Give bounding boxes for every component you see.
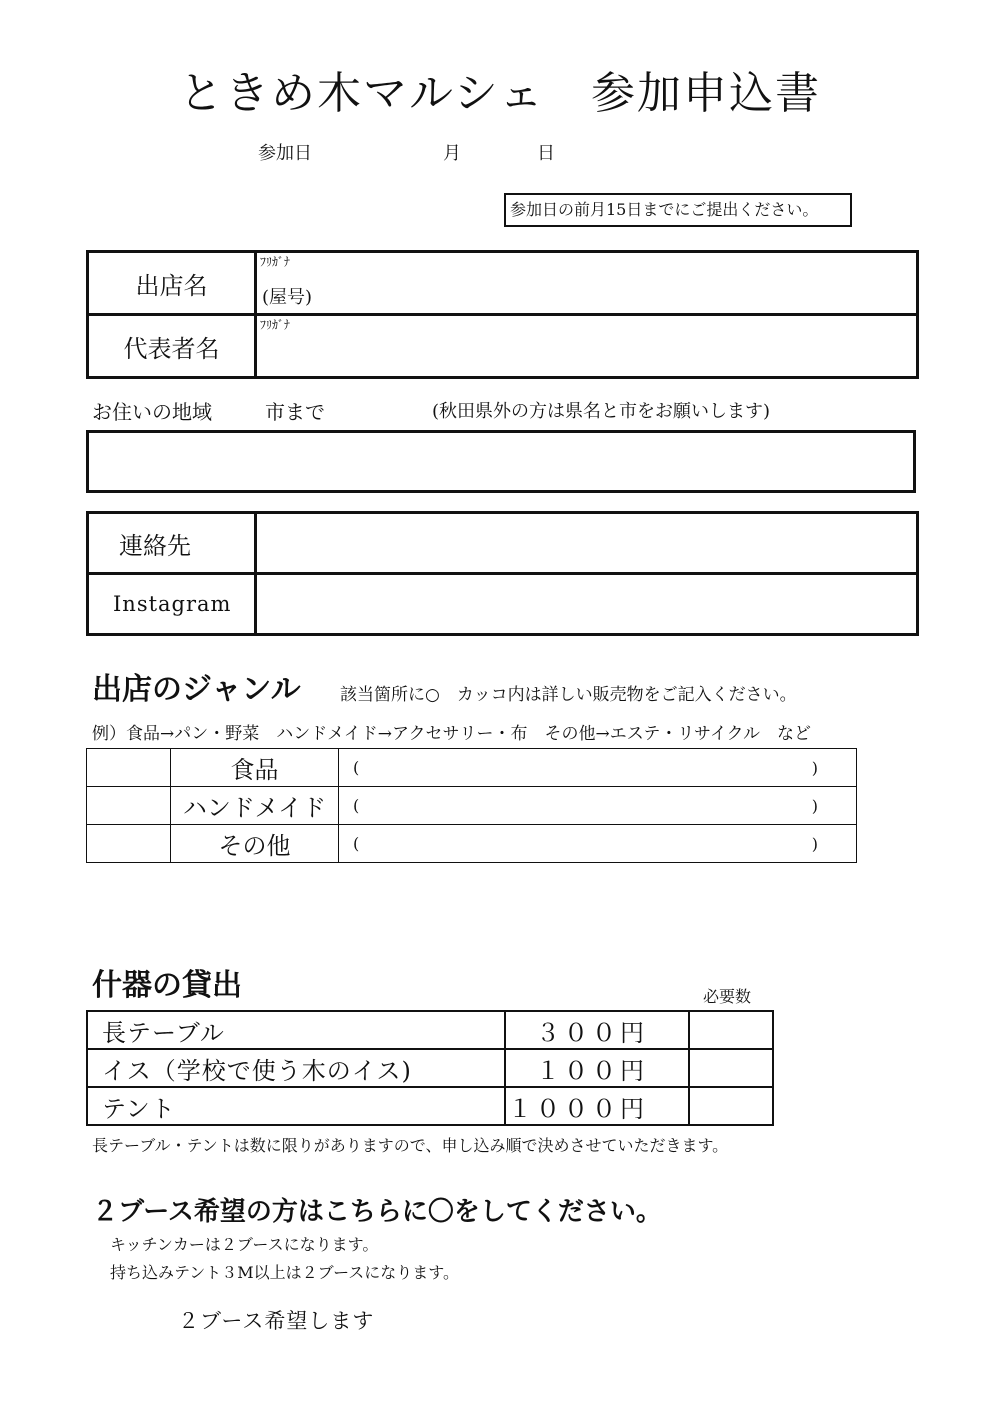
genre-label: 食品 <box>171 749 339 787</box>
page-title: ときめ木マルシェ 参加申込書 <box>178 68 822 119</box>
genre-table <box>86 748 857 863</box>
genre-mark-cell[interactable] <box>87 749 171 787</box>
genre-label: ハンドメイド <box>171 787 339 825</box>
participation-date-label: 参加日 <box>258 143 312 164</box>
area-field[interactable] <box>86 430 916 493</box>
equipment-row <box>87 1049 773 1087</box>
genre-heading: 出店のジャンル <box>92 672 301 707</box>
contact-field[interactable] <box>256 513 918 574</box>
equipment-item: 長テーブル <box>87 1011 505 1049</box>
two-booth-heading: ２ブース希望の方はこちらに〇をしてください。 <box>92 1197 662 1227</box>
shop-name-label: 出店名 <box>88 252 256 315</box>
equipment-quantity-field[interactable] <box>689 1011 773 1049</box>
area-city-label: 市まで <box>265 400 325 424</box>
equipment-table <box>86 1010 774 1126</box>
equipment-quantity-field[interactable] <box>689 1049 773 1087</box>
shop-name-field[interactable] <box>256 252 918 315</box>
genre-row <box>87 787 857 825</box>
open-paren: ( <box>353 834 360 853</box>
quantity-header: 必要数 <box>703 987 752 1006</box>
yago-label: (屋号) <box>262 287 313 308</box>
open-paren: ( <box>353 758 360 777</box>
equipment-row <box>87 1087 773 1125</box>
equipment-note: 長テーブル・テントは数に限りがありますので、申し込み順で決めさせていただきます。 <box>92 1136 729 1155</box>
contact-table <box>86 511 919 636</box>
genre-detail-field[interactable] <box>339 749 857 787</box>
genre-example: 例）食品→パン・野菜 ハンドメイド→アクセサリー・布 その他→エステ・リサイクル など <box>92 724 811 744</box>
representative-field[interactable] <box>256 315 918 378</box>
equipment-heading: 什器の貸出 <box>92 968 242 1003</box>
two-booth-note-tent: 持ち込みテント３M以上は２ブースになります。 <box>110 1263 460 1282</box>
close-paren: ) <box>811 758 818 777</box>
two-booth-note-kitchen-car: キッチンカーは２ブースになります。 <box>110 1235 379 1254</box>
genre-row <box>87 825 857 863</box>
close-paren: ) <box>811 834 818 853</box>
representative-label: 代表者名 <box>88 315 256 378</box>
genre-mark-cell[interactable] <box>87 787 171 825</box>
open-paren: ( <box>353 796 360 815</box>
representative-furigana: ﾌﾘｶﾞﾅ <box>260 318 291 332</box>
genre-row <box>87 749 857 787</box>
contact-label: 連絡先 <box>88 513 256 574</box>
deadline-notice: 参加日の前月15日までにご提出ください。 <box>504 193 852 227</box>
instagram-field[interactable] <box>256 574 918 635</box>
equipment-price: １００円 <box>505 1049 689 1087</box>
genre-label: その他 <box>171 825 339 863</box>
equipment-price: ３００円 <box>505 1011 689 1049</box>
area-note: (秋田県外の方は県名と市をお願いします) <box>432 401 771 422</box>
month-label: 月 <box>443 143 461 164</box>
genre-instruction: 該当箇所に○ カッコ内は詳しい販売物をご記入ください。 <box>340 685 797 705</box>
genre-detail-field[interactable] <box>339 825 857 863</box>
genre-mark-cell[interactable] <box>87 825 171 863</box>
area-label: お住いの地域 <box>92 400 212 424</box>
equipment-item: テント <box>87 1087 505 1125</box>
genre-detail-field[interactable] <box>339 787 857 825</box>
equipment-row <box>87 1011 773 1049</box>
equipment-quantity-field[interactable] <box>689 1087 773 1125</box>
shop-name-furigana: ﾌﾘｶﾞﾅ <box>260 255 291 269</box>
two-booth-option[interactable]: ２ブース希望します <box>178 1309 375 1333</box>
close-paren: ) <box>811 796 818 815</box>
equipment-item: イス（学校で使う木のイス) <box>87 1049 505 1087</box>
day-label: 日 <box>537 143 555 164</box>
equipment-price: １０００円 <box>505 1087 689 1125</box>
applicant-table <box>86 250 919 379</box>
instagram-label: Instagram <box>88 574 256 635</box>
